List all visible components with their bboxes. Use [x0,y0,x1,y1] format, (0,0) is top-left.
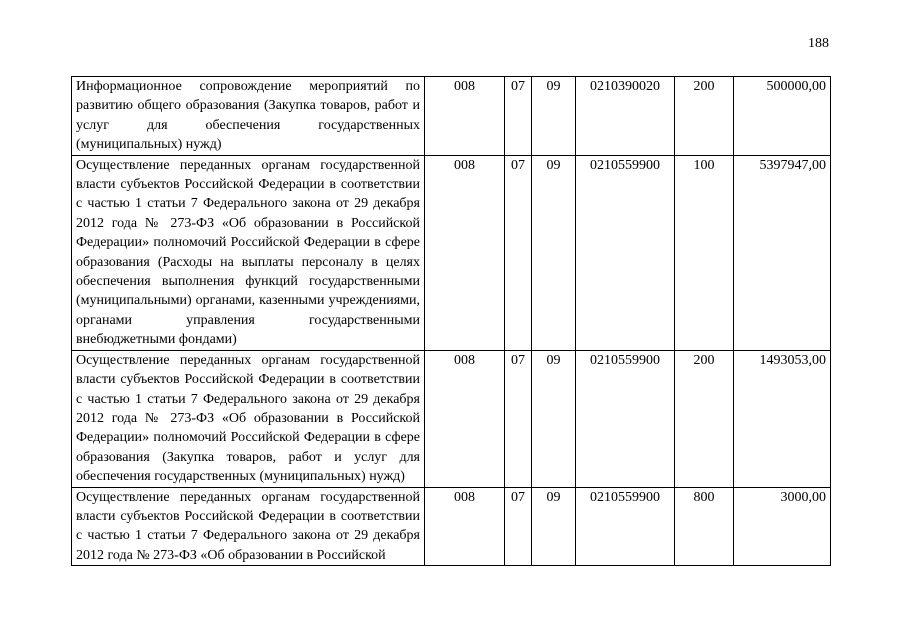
row-amount: 3000,00 [734,487,831,566]
row-target-article: 0210390020 [576,77,675,156]
row-subsection-code: 09 [532,350,576,487]
row-expense-type: 100 [675,155,734,350]
table-row [72,350,831,487]
row-subsection-code: 09 [532,77,576,156]
budget-table [71,76,831,566]
table-row [72,77,831,156]
row-description: Информационное сопровождение мероприятий по развитию общего образования (Закупка товаров, работ и услуг для обеспечения государственных (муниципальных) нужд) [72,77,425,156]
row-amount: 1493053,00 [734,350,831,487]
row-ved-code: 008 [425,487,505,566]
table-row [72,487,831,566]
row-amount: 5397947,00 [734,155,831,350]
row-description: Осуществление переданных органам государственной власти субъектов Российской Федерации в соответствии с частью 1 статьи 7 Федерального закона от 29 декабря 2012 года № 273-ФЗ «Об образовании в Российской [72,487,425,566]
row-section-code: 07 [505,350,532,487]
row-ved-code: 008 [425,155,505,350]
row-expense-type: 800 [675,487,734,566]
row-section-code: 07 [505,155,532,350]
row-section-code: 07 [505,487,532,566]
row-target-article: 0210559900 [576,350,675,487]
row-target-article: 0210559900 [576,487,675,566]
row-ved-code: 008 [425,77,505,156]
row-expense-type: 200 [675,77,734,156]
row-target-article: 0210559900 [576,155,675,350]
row-amount: 500000,00 [734,77,831,156]
row-section-code: 07 [505,77,532,156]
page-number: 188 [808,36,829,51]
row-ved-code: 008 [425,350,505,487]
row-subsection-code: 09 [532,155,576,350]
row-expense-type: 200 [675,350,734,487]
table-row [72,155,831,350]
row-description: Осуществление переданных органам государственной власти субъектов Российской Федерации в соответствии с частью 1 статьи 7 Федерального закона от 29 декабря 2012 года № 273-ФЗ «Об образовании в Российской Федерации» полномочий Российской Федерации в сфере образования (Расходы на выплаты персоналу в целях обеспечения выполнения функций государственными (муниципальными) органами, казенными учреждениями, органами управления государственными внебюджетными фондами) [72,155,425,350]
row-subsection-code: 09 [532,487,576,566]
row-description: Осуществление переданных органам государственной власти субъектов Российской Федерации в соответствии с частью 1 статьи 7 Федерального закона от 29 декабря 2012 года № 273-ФЗ «Об образовании в Российской Федерации» полномочий Российской Федерации в сфере образования (Закупка товаров, работ и услуг для обеспечения государственных (муниципальных) нужд) [72,350,425,487]
